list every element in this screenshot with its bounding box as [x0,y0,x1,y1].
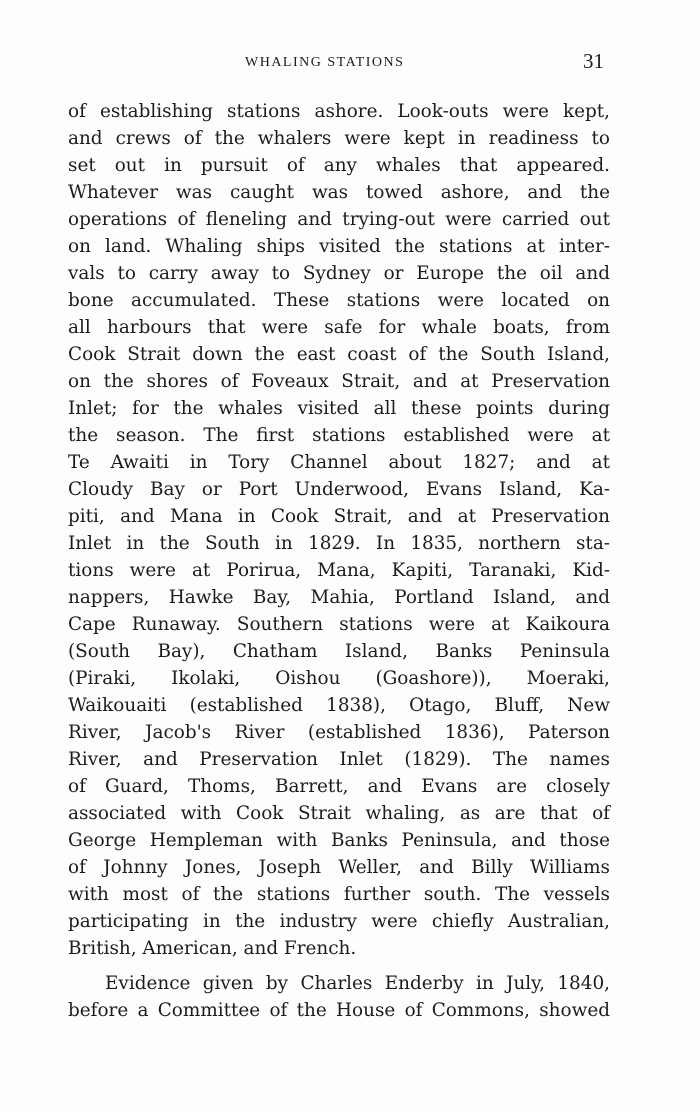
text-line: Waikouaiti (established 1838), Otago, Bluff, New [68,695,610,716]
text-line: set out in pursuit of any whales that appeared. [68,155,610,176]
text-line: George Hempleman with Banks Peninsula, and those [68,830,610,851]
text-line: tions were at Porirua, Mana, Kapiti, Taranaki, Kid- [68,560,610,581]
text-line: (South Bay), Chatham Island, Banks Peninsula [68,641,610,662]
text-line: Cook Strait down the east coast of the South Island, [68,344,610,365]
text-line: nappers, Hawke Bay, Mahia, Portland Island, and [68,587,610,608]
text-line: of Guard, Thoms, Barrett, and Evans are closely [68,776,610,797]
text-line: associated with Cook Strait whaling, as are that of [68,803,610,824]
text-line: all harbours that were safe for whale boats, from [68,317,610,338]
page-number: 31 [583,49,604,73]
text-line: and crews of the whalers were kept in readiness to [68,128,610,149]
text-line: on the shores of Foveaux Strait, and at Preservation [68,371,610,392]
text-line: bone accumulated. These stations were located on [68,290,610,311]
text-line: River, Jacob's River (established 1836), Paterson [68,722,610,743]
text-line: of Johnny Jones, Joseph Weller, and Billy Williams [68,857,610,878]
text-line: (Piraki, Ikolaki, Oishou (Goashore)), Moeraki, [68,668,610,689]
text-line: of establishing stations ashore. Look-outs were kept, [68,101,610,122]
text-line: piti, and Mana in Cook Strait, and at Preservation [68,506,610,527]
text-line: British, American, and French. [68,938,357,959]
text-line: with most of the stations further south. The vessels [68,884,610,905]
text-line: the season. The first stations established were at [68,425,610,446]
text-line: River, and Preservation Inlet (1829). The names [68,749,610,770]
text-line: on land. Whaling ships visited the stations at inter- [68,236,610,257]
text-line: before a Committee of the House of Commons, showed [68,1000,610,1021]
text-line: Te Awaiti in Tory Channel about 1827; and at [68,452,610,473]
text-line: Inlet in the South in 1829. In 1835, northern sta- [68,533,610,554]
text-line: participating in the industry were chiefly Australian, [68,911,610,932]
text-line: Cape Runaway. Southern stations were at Kaikoura [68,614,610,635]
text-line: Whatever was caught was towed ashore, and the [68,182,610,203]
text-line: Cloudy Bay or Port Underwood, Evans Island, Ka- [68,479,610,500]
text-line: Evidence given by Charles Enderby in July, 1840, [105,973,610,994]
running-head-title: WHALING STATIONS [245,55,405,70]
text-line: vals to carry away to Sydney or Europe the oil and [68,263,610,284]
text-line: Inlet; for the whales visited all these points during [68,398,610,419]
text-line: operations of fleneling and trying-out were carried out [68,209,610,230]
